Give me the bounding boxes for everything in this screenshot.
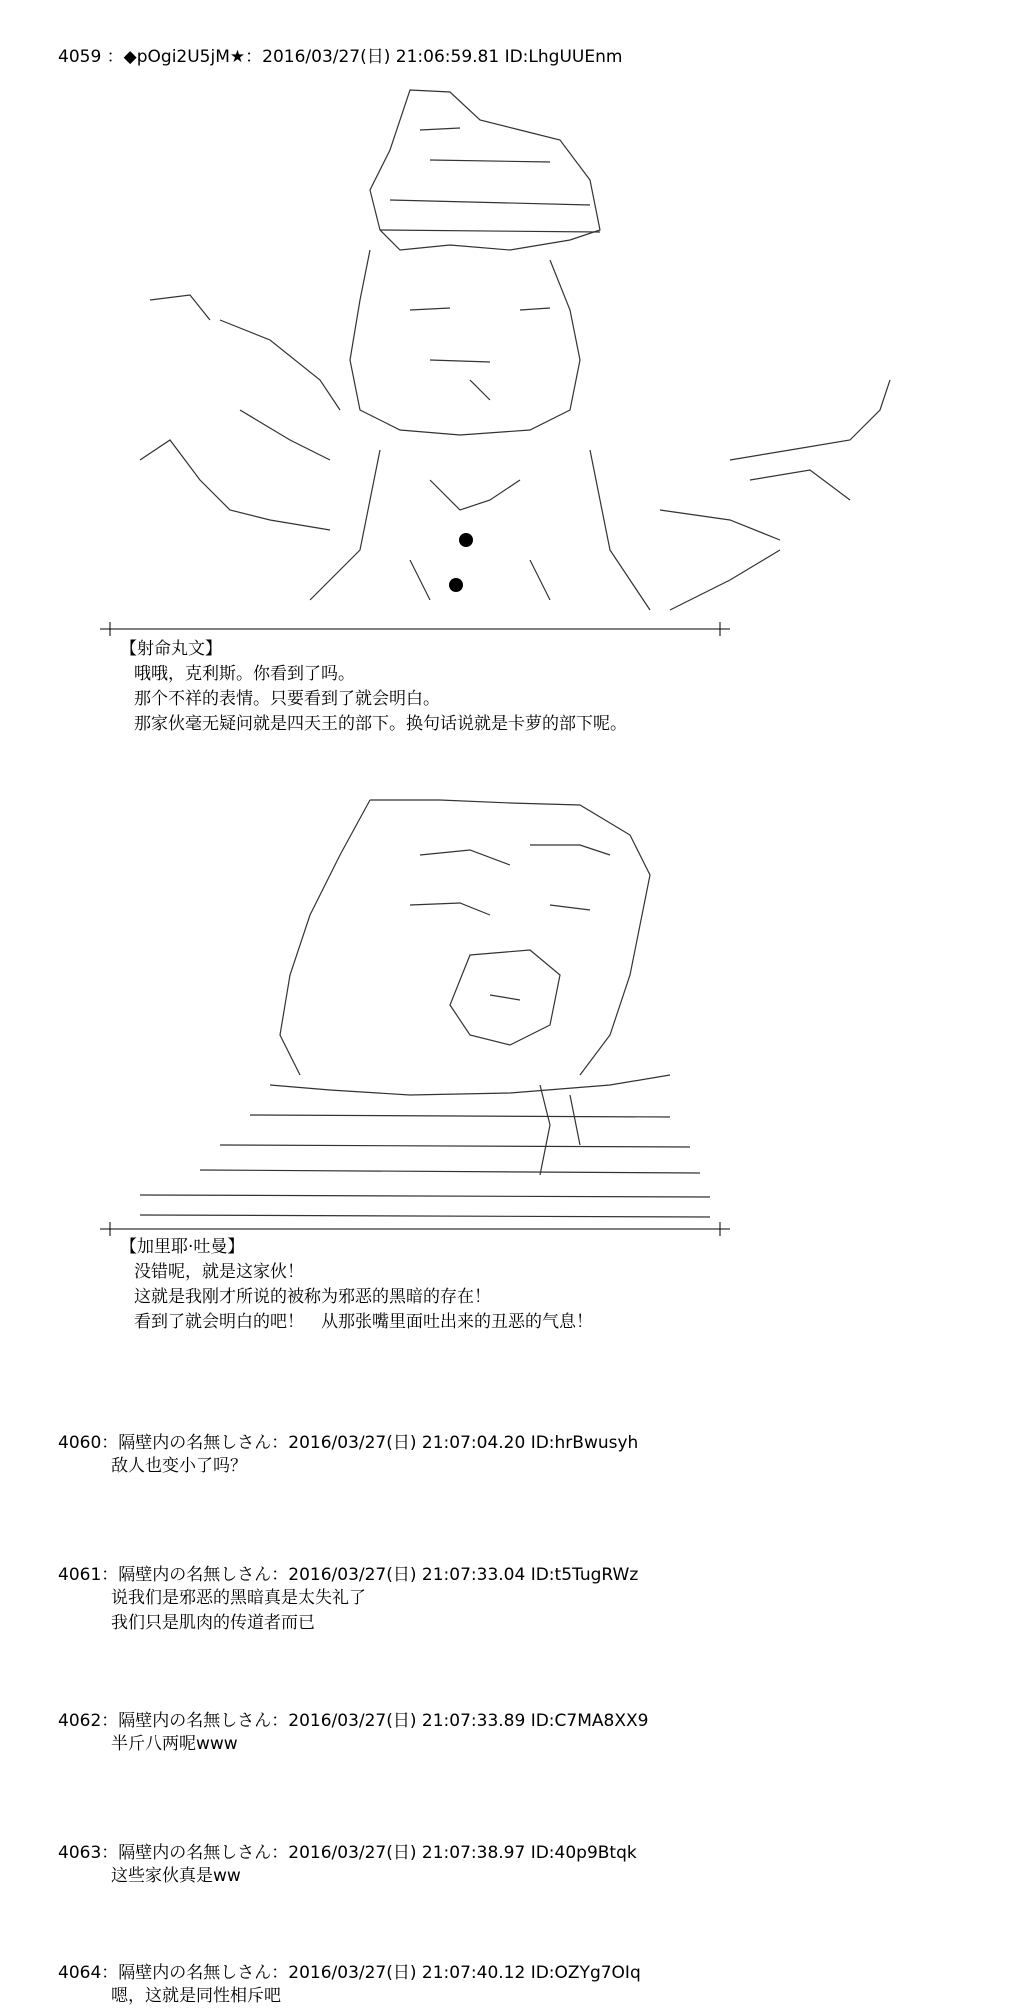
post-header-4063: 4063：隔壁内の名無しさん：2016/03/27(日) 21:07:38.97 ID:40p9Btqk <box>58 1843 637 1863</box>
post-header-4061: 4061：隔壁内の名無しさん：2016/03/27(日) 21:07:33.04 ID:t5TugRWz <box>58 1565 639 1585</box>
divider-line-1 <box>100 622 730 636</box>
post-body-4063 <box>111 1864 241 1889</box>
post-body-4060 <box>111 1454 247 1479</box>
dialog-line: 看到了就会明白的吧！ 从那张嘴里面吐出来的丑恶的气息！ <box>134 1312 593 1332</box>
dialog-line: 这就是我刚才所说的被称为邪恶的黑暗的存在！ <box>134 1287 491 1307</box>
speaker-aya: 【射命丸文】 <box>120 639 222 659</box>
dialog-line: 那个不祥的表情。只要看到了就会明白。 <box>134 689 440 709</box>
post-header-4059: 4059 ：◆pOgi2U5jM★：2016/03/27(日) 21:06:59.81 ID:LhgUUEnm <box>58 47 623 67</box>
post-line: 这些家伙真是ww <box>111 1866 241 1886</box>
post-line: 半斤八两呢www <box>111 1734 238 1754</box>
dialog-line: 没错呢，就是这家伙！ <box>134 1262 304 1282</box>
post-line: 嗯，这就是同性相斥吧 <box>111 1986 281 2006</box>
ascii-art-monster <box>110 795 740 1225</box>
divider-line-2 <box>100 1222 730 1236</box>
post-line: 敌人也变小了吗？ <box>111 1456 247 1476</box>
dialog-line: 哦哦，克利斯。你看到了吗。 <box>134 664 355 684</box>
post-body-4062 <box>111 1732 238 1757</box>
post-line: 我们只是肌肉的传道者而已 <box>111 1613 315 1633</box>
dialog-galiye <box>134 1260 593 1335</box>
ascii-art-aya <box>130 80 910 625</box>
dialog-line: 那家伙毫无疑问就是四天王的部下。换句话说就是卡萝的部下呢。 <box>134 714 627 734</box>
post-header-4060: 4060：隔壁内の名無しさん：2016/03/27(日) 21:07:04.20 ID:hrBwusyh <box>58 1433 639 1453</box>
speaker-galiye: 【加里耶·吐曼】 <box>120 1237 245 1257</box>
post-header-4062: 4062：隔壁内の名無しさん：2016/03/27(日) 21:07:33.89 ID:C7MA8XX9 <box>58 1711 649 1731</box>
post-line: 说我们是邪恶的黑暗真是太失礼了 <box>111 1588 366 1608</box>
dialog-aya <box>134 662 627 737</box>
post-body-4061 <box>111 1586 366 1636</box>
post-body-4064 <box>111 1984 281 2009</box>
post-header-4064: 4064：隔壁内の名無しさん：2016/03/27(日) 21:07:40.12 ID:OZYg7OIq <box>58 1963 641 1983</box>
